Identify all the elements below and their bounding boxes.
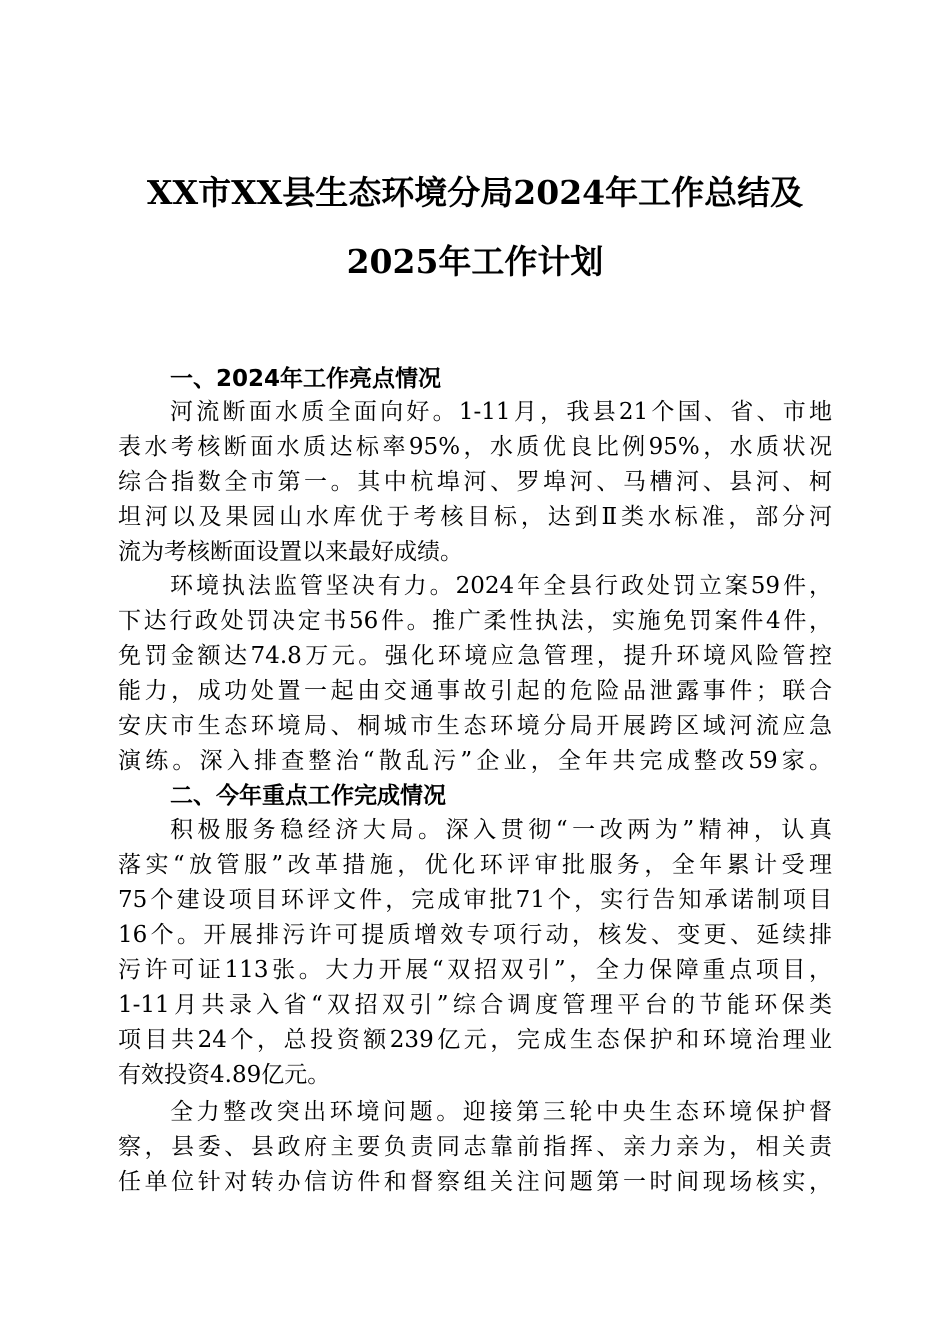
paragraph-1-line-5: 流为考核断面设置以来最好成绩。 bbox=[118, 539, 463, 565]
paragraph-1-line-1: 河流断面水质全面向好。1-11月，我县21个国、省、市地 bbox=[170, 399, 832, 425]
paragraph-3-line-3: 75个建设项目环评文件，完成审批71个，实行告知承诺制项目 bbox=[118, 887, 832, 913]
paragraph-4-line-1: 全力整改突出环境问题。迎接第三轮中央生态环境保护督 bbox=[170, 1099, 832, 1125]
paragraph-3-line-5: 污许可证113张。大力开展“双招双引”，全力保障重点项目， bbox=[118, 957, 832, 983]
paragraph-3-line-1: 积极服务稳经济大局。深入贯彻“一改两为”精神，认真 bbox=[170, 817, 832, 843]
section-1-heading: 一、2024年工作亮点情况 bbox=[170, 366, 442, 392]
section-2-heading: 二、今年重点工作完成情况 bbox=[170, 783, 446, 809]
paragraph-3-line-4: 16个。开展排污许可提质增效专项行动，核发、变更、延续排 bbox=[118, 922, 832, 948]
paragraph-1-line-3: 综合指数全市第一。其中杭埠河、罗埠河、马槽河、县河、柯 bbox=[118, 469, 832, 495]
paragraph-1-line-4: 坦河以及果园山水库优于考核目标，达到Ⅱ类水标准，部分河 bbox=[118, 504, 832, 530]
paragraph-2-line-1: 环境执法监管坚决有力。2024年全县行政处罚立案59件， bbox=[170, 573, 832, 599]
paragraph-3-line-6: 1-11月共录入省“双招双引”综合调度管理平台的节能环保类 bbox=[118, 992, 832, 1018]
paragraph-3-line-7: 项目共24个，总投资额239亿元，完成生态保护和环境治理业 bbox=[118, 1027, 832, 1053]
paragraph-2-line-4: 能力，成功处置一起由交通事故引起的危险品泄露事件；联合 bbox=[118, 678, 832, 704]
paragraph-4-line-3: 任单位针对转办信访件和督察组关注问题第一时间现场核实， bbox=[118, 1169, 832, 1195]
paragraph-2-line-3: 免罚金额达74.8万元。强化环境应急管理，提升环境风险管控 bbox=[118, 643, 832, 669]
document-title-line-1: XX市XX县生态环境分局2024年工作总结及 bbox=[146, 173, 804, 212]
document-title-line-2: 2025年工作计划 bbox=[346, 242, 604, 281]
paragraph-3-line-2: 落实“放管服”改革措施，优化环评审批服务，全年累计受理 bbox=[118, 852, 832, 878]
paragraph-2-line-6: 演练。深入排查整治“散乱污”企业，全年共完成整改59家。 bbox=[118, 748, 832, 774]
paragraph-2-line-5: 安庆市生态环境局、桐城市生态环境分局开展跨区域河流应急 bbox=[118, 713, 832, 739]
paragraph-1-line-2: 表水考核断面水质达标率95%，水质优良比例95%，水质状况 bbox=[118, 434, 832, 460]
paragraph-4-line-2: 察，县委、县政府主要负责同志靠前指挥、亲力亲为，相关责 bbox=[118, 1134, 832, 1160]
paragraph-2-line-2: 下达行政处罚决定书56件。推广柔性执法，实施免罚案件4件， bbox=[118, 608, 832, 634]
paragraph-3-line-8: 有效投资4.89亿元。 bbox=[118, 1062, 331, 1088]
